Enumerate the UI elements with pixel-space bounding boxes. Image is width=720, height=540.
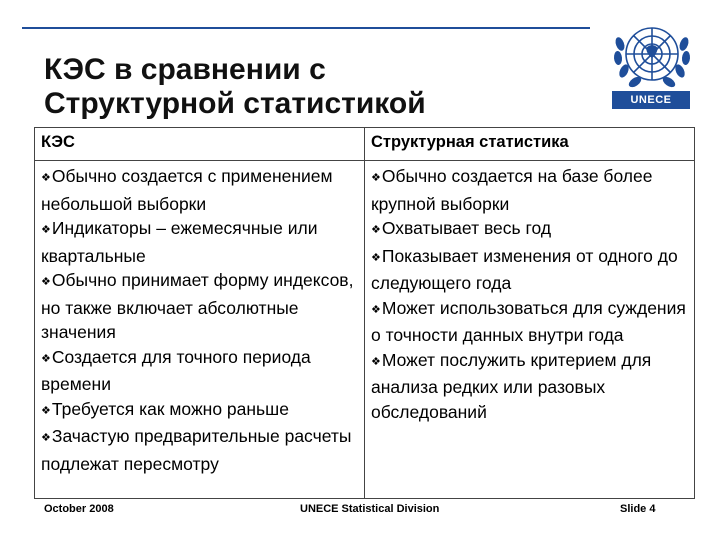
list-item-text: Обычно создается с применением небольшой выборки	[41, 166, 333, 214]
header-structural: Структурная статистика	[365, 128, 695, 161]
diamond-bullet-icon: ❖	[371, 251, 381, 264]
list-item	[371, 164, 688, 216]
table-row	[35, 161, 695, 499]
diamond-bullet-icon: ❖	[41, 352, 51, 365]
table-header-row	[35, 128, 695, 161]
footer-org: UNECE Statistical Division	[300, 503, 440, 515]
list-item-text: Создается для точного периода времени	[41, 346, 311, 394]
list-item-text: Зачастую предварительные расчеты подлежат пересмотру	[41, 426, 352, 474]
title-line-1: КЭС в сравнении с	[44, 53, 326, 86]
title-line-2: Структурной статистикой	[44, 87, 426, 120]
top-rule	[22, 27, 590, 29]
list-item-text: Обычно создается на базе более крупной выборки	[371, 166, 653, 214]
list-item	[41, 164, 358, 216]
footer-date: October 2008	[44, 503, 114, 515]
diamond-bullet-icon: ❖	[371, 172, 381, 184]
list-item	[41, 268, 358, 345]
diamond-bullet-icon: ❖	[41, 224, 51, 236]
list-item	[371, 244, 688, 296]
footer-slide-number: Slide 4	[620, 503, 656, 515]
diamond-bullet-icon: ❖	[371, 224, 381, 236]
list-item	[41, 397, 358, 425]
logo-text: UNECE	[612, 91, 690, 109]
list-item	[41, 424, 358, 476]
diamond-bullet-icon: ❖	[41, 404, 51, 417]
list-item	[371, 216, 688, 244]
diamond-bullet-icon: ❖	[371, 355, 381, 368]
list-item-text: Индикаторы – ежемесячные или квартальные	[41, 218, 318, 266]
list-item-text: Показывает изменения от одного до следующего года	[371, 245, 678, 293]
list-item-text: Может использоваться для суждения о точности данных внутри года	[371, 297, 686, 345]
list-item	[41, 216, 358, 268]
list-item	[371, 296, 688, 348]
list-item-text: Может послужить критерием для анализа редких или разовых обследований	[371, 349, 652, 422]
diamond-bullet-icon: ❖	[41, 172, 51, 184]
slide-title	[44, 53, 584, 121]
comparison-table	[34, 127, 695, 499]
list-item-text: Требуется как можно раньше	[51, 398, 289, 419]
header-kes: КЭС	[35, 128, 365, 161]
diamond-bullet-icon: ❖	[41, 432, 51, 444]
column-structural	[365, 161, 695, 499]
diamond-bullet-icon: ❖	[371, 303, 381, 316]
list-item	[371, 348, 688, 425]
list-item-text: Охватывает весь год	[381, 218, 552, 238]
list-item	[41, 345, 358, 397]
column-kes	[35, 161, 365, 499]
list-item-text: Обычно принимает форму индексов, но также включает абсолютные значения	[41, 270, 354, 342]
diamond-bullet-icon: ❖	[41, 276, 51, 288]
